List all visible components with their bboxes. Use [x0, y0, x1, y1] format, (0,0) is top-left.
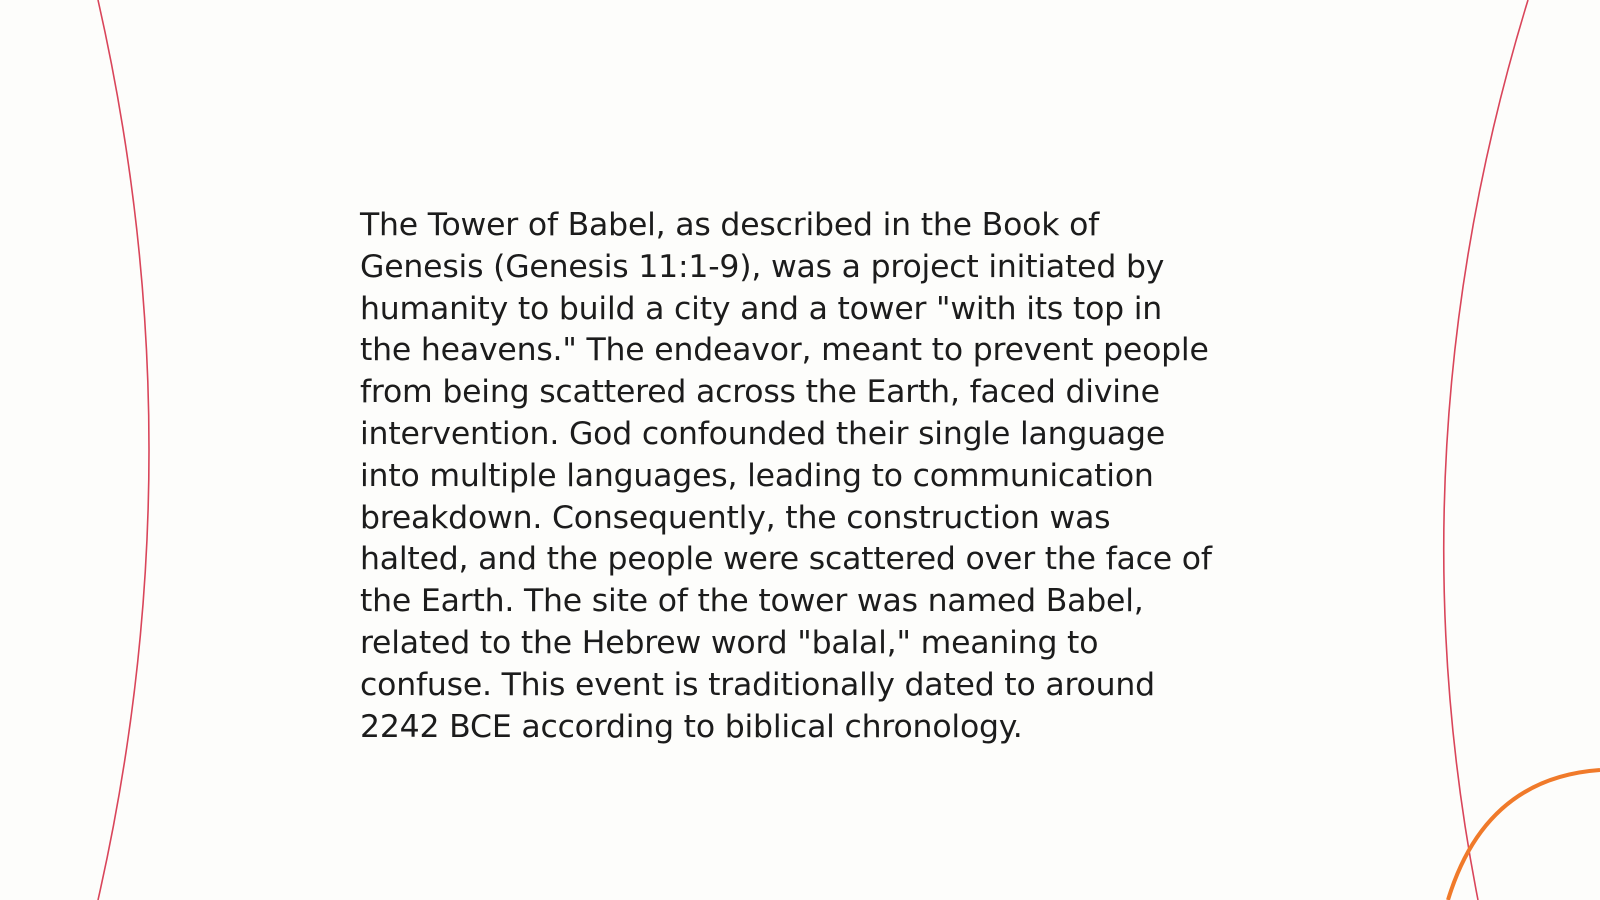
body-line-8: breakdown. Consequently, the construction was — [360, 499, 1111, 536]
right-curve-line — [1444, 0, 1528, 900]
body-line-9: halted, and the people were scattered over the face of — [360, 541, 1212, 578]
left-curve-line — [98, 0, 149, 900]
body-line-13: 2242 BCE according to biblical chronology. — [360, 708, 1023, 745]
body-line-5: from being scattered across the Earth, faced divine — [360, 374, 1160, 411]
body-line-3: humanity to build a city and a tower "with its top in — [360, 290, 1163, 327]
body-line-7: into multiple languages, leading to communication — [360, 457, 1154, 494]
accent-arc — [1448, 770, 1600, 900]
body-line-10: the Earth. The site of the tower was named Babel, — [360, 583, 1144, 620]
body-line-1: The Tower of Babel, as described in the Book of — [360, 207, 1100, 243]
body-line-12: confuse. This event is traditionally dated to around — [360, 666, 1155, 703]
body-line-6: intervention. God confounded their single language — [360, 415, 1166, 452]
body-line-4: the heavens." The endeavor, meant to prevent people — [360, 332, 1209, 369]
body-line-11: related to the Hebrew word "balal," meaning to — [360, 624, 1099, 661]
body-paragraph — [360, 205, 1260, 748]
body-line-2: Genesis (Genesis 11:1-9), was a project initiated by — [360, 248, 1165, 285]
